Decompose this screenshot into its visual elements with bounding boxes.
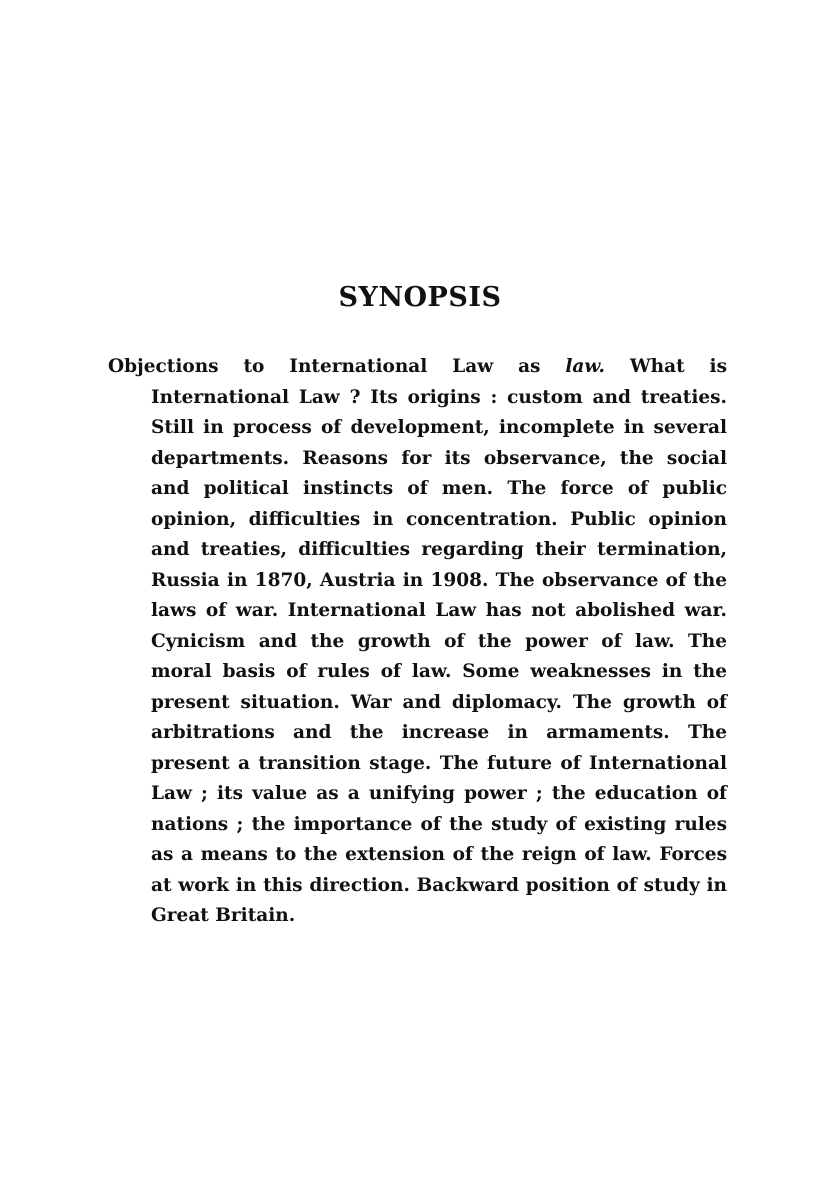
- page-title: SYNOPSIS: [338, 282, 502, 313]
- synopsis-emphasis: law.: [565, 356, 605, 377]
- synopsis-text-part2: What is International Law ? Its origins : custom and treaties. Still in process of development, incomplete in several departments. Reasons for its observance, the social and political instincts of men. The force of public opinion, difficulties in concentration. Public opinion and treaties, difficulties regarding their termination, Russia in 1870, Austria in 1908. The observance of the laws of war. International Law has not abolished war. Cynicism and the growth of the power of law. The moral basis of rules of law. Some weaknesses in the present situation. War and diplomacy. The growth of arbitrations and the increase in armaments. The present a transition stage. The future of International Law ; its value as a unifying power ; the education of nations ; the importance of the study of existing rules as a means to the extension of the reign of law. Forces at work in this direction. Backward position of study in Great Britain.: [151, 356, 727, 926]
- synopsis-paragraph: [108, 352, 727, 932]
- synopsis-text-part1: Objections to International Law as: [108, 356, 566, 377]
